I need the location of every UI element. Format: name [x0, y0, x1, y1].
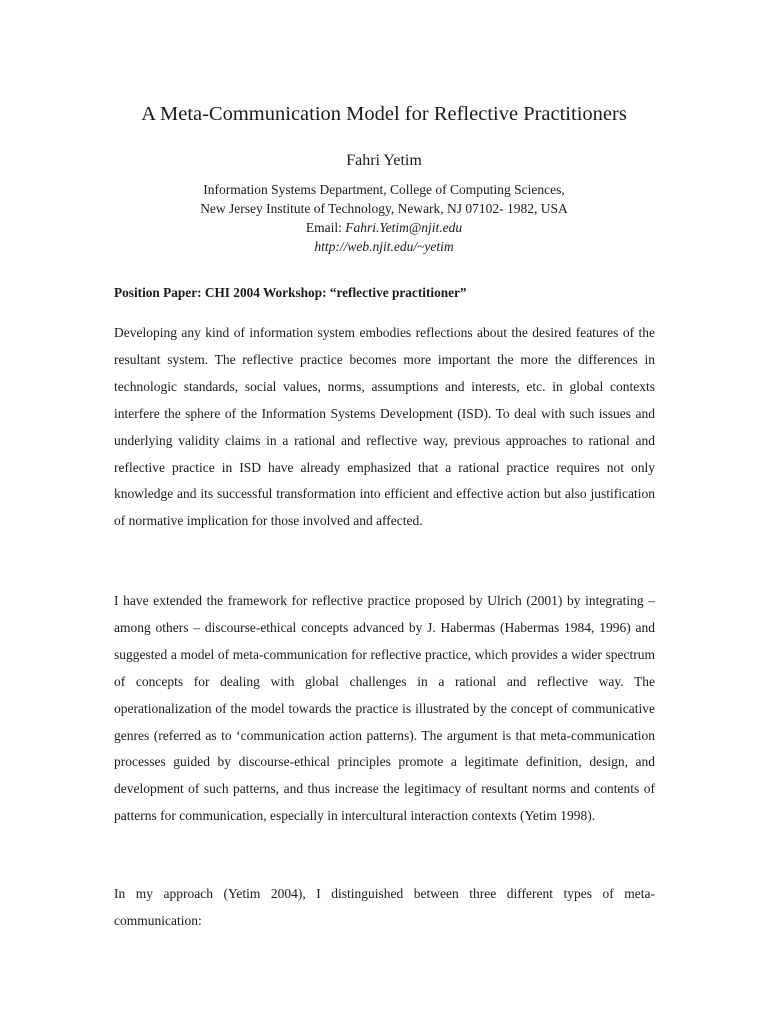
- body-paragraph-2: I have extended the framework for reflective practice proposed by Ulrich (2001) by integrating – among others – discourse-ethical concepts advanced by J. Habermas (Habermas 1984, 1996) and suggested a model of meta-communication for reflective practice, which provides a wider spectrum of concepts for dealing with global challenges in a rational and reflective way. The operationalization of the model towards the practice is illustrated by the concept of communicative genres (referred as to ‘communication action patterns). The argument is that meta-communication processes guided by discourse-ethical principles promote a legitimate definition, design, and development of such patterns, and thus increase the legitimacy of resultant norms and contents of patterns for communication, especially in intercultural interaction contexts (Yetim 1998).: [114, 593, 655, 824]
- author-name: Fahri Yetim: [346, 152, 422, 169]
- email-line: [0, 218, 768, 237]
- body-paragraph-1: Developing any kind of information system embodies reflections about the desired features of the resultant system. The reflective practice becomes more important the more the differences in technologic standards, social values, norms, assumptions and interests, etc. in global contexts interfere the sphere of the Information Systems Development (ISD). To deal with such issues and underlying validity claims in a rational and reflective way, previous approaches to rational and reflective practice in ISD have already emphasized that a rational practice requires not only knowledge and its successful transformation into efficient and effective action but also justification of normative implication for those involved and affected.: [114, 325, 655, 529]
- homepage-url: http://web.njit.edu/~yetim: [314, 239, 454, 254]
- email-label: Email:: [305, 220, 346, 235]
- position-paper-heading: Position Paper: CHI 2004 Workshop: “reflective practitioner”: [114, 285, 467, 300]
- author-affiliation: [0, 180, 768, 256]
- paper-title: A Meta-Communication Model for Reflective Practitioners: [141, 103, 627, 125]
- affiliation-line-2: New Jersey Institute of Technology, Newark, NJ 07102- 1982, USA: [200, 201, 568, 216]
- affiliation-line-1: Information Systems Department, College of Computing Sciences,: [203, 182, 565, 197]
- email-address: Fahri.Yetim@njit.edu: [345, 220, 463, 235]
- body-paragraph-3: In my approach (Yetim 2004), I distinguished between three different types of meta-communication:: [114, 886, 655, 928]
